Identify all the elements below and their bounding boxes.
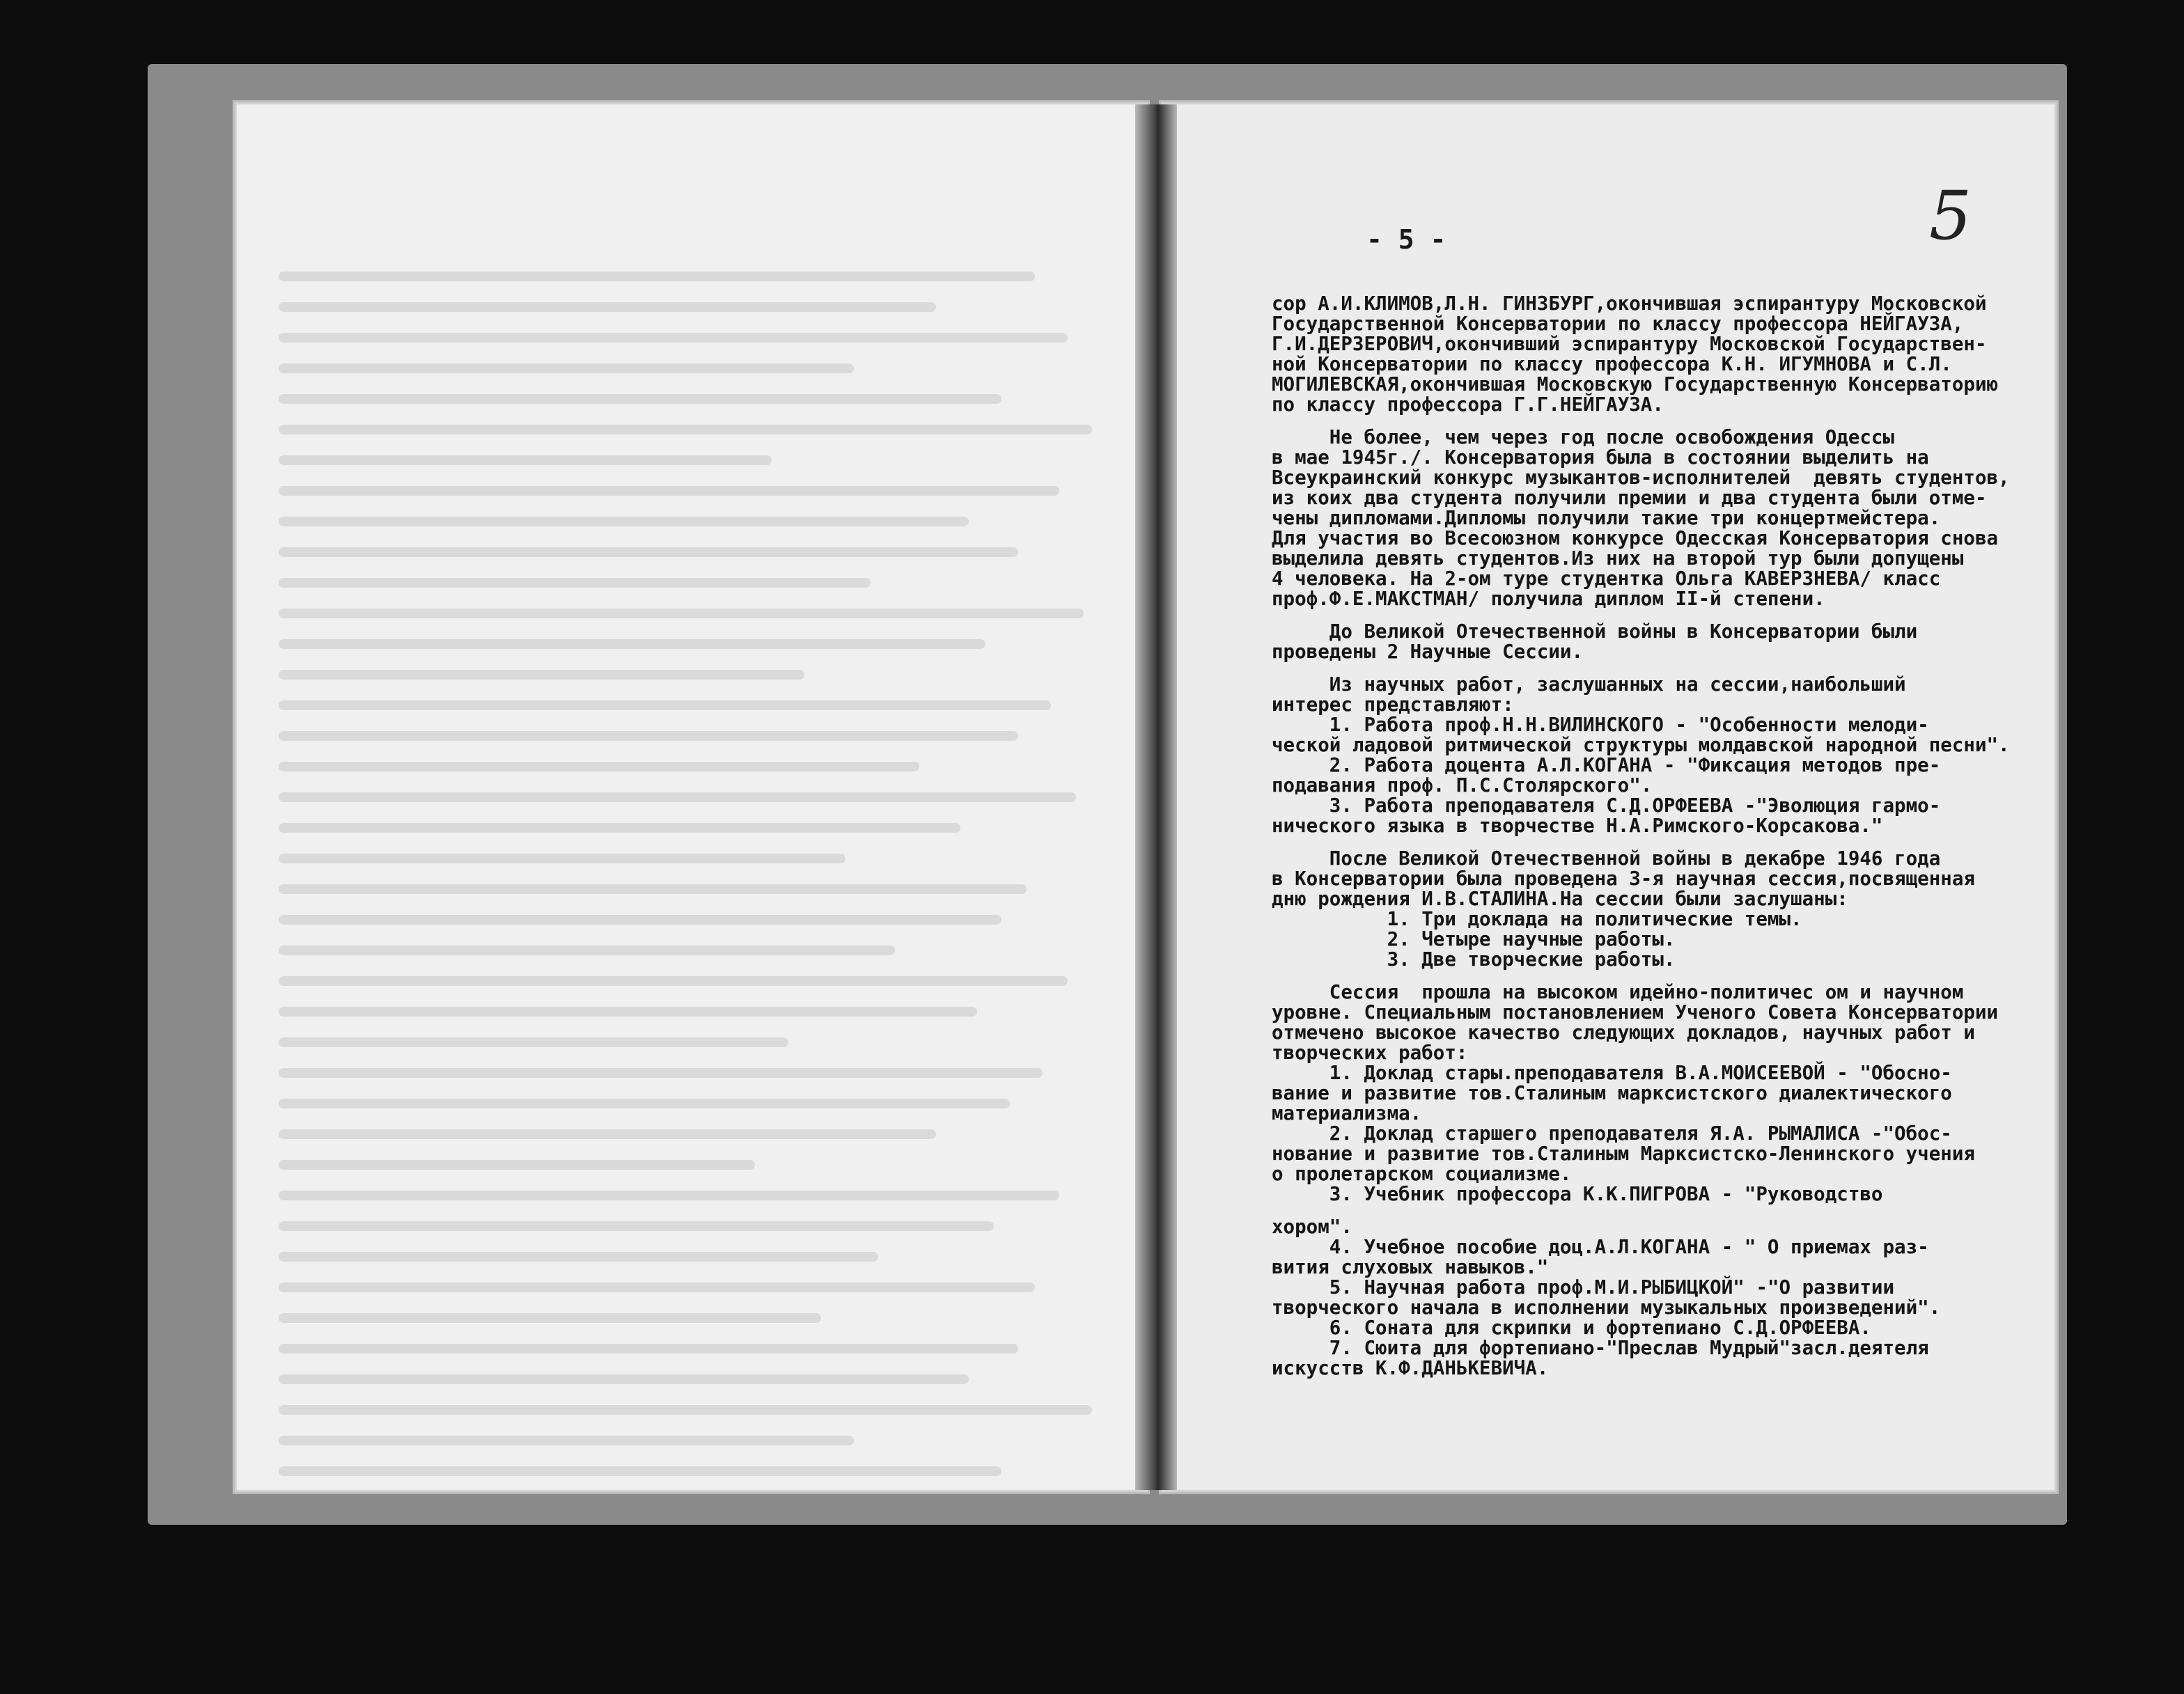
text-line: творческого начала в исполнении музыкальных произведений". <box>1272 1296 1941 1319</box>
bleedthrough-line <box>279 1283 1035 1292</box>
bleedthrough-line <box>279 272 1035 281</box>
bleedthrough-line <box>279 455 772 465</box>
bleedthrough-line <box>279 486 1059 496</box>
text-line: 4 человека. На 2-ом туре студентка Ольга КАВЕРЗНЕВА/ класс <box>1272 567 1941 590</box>
text-line: 1. Три доклада на политические темы. <box>1272 908 1802 930</box>
text-line: 5. Научная работа проф.М.И.РЫБИЦКОЙ" -"О развитии <box>1272 1276 1895 1299</box>
text-line: 3. Учебник профессора К.К.ПИГРОВА - "Руководство <box>1272 1183 1883 1205</box>
bleedthrough-line <box>279 670 804 680</box>
text-line: Всеукраинский конкурс музыкантов-исполнителей девять студентов, <box>1272 466 2010 489</box>
bleedthrough-line <box>279 1466 1001 1476</box>
text-line: 2. Работа доцента А.Л.КОГАНА - "Фиксация методов пре- <box>1272 754 1941 776</box>
bleedthrough-line <box>279 1007 977 1017</box>
bleedthrough-line <box>279 1313 821 1323</box>
text-line: Не более, чем через год после освобождения Одессы <box>1272 426 1895 448</box>
text-line: МОГИЛЕВСКАЯ,окончившая Московскую Государственную Консерваторию <box>1272 373 1999 395</box>
left-page-bleedthrough <box>237 104 1146 1490</box>
text-line: Государственной Консерватории по классу профессора НЕЙГАУЗА, <box>1272 313 1964 335</box>
bleedthrough-line <box>279 762 919 771</box>
text-line: 4. Учебное пособие доц.А.Л.КОГАНА - " О приемах раз- <box>1272 1236 1929 1258</box>
bleedthrough-line <box>279 547 1018 557</box>
bleedthrough-line <box>279 823 960 833</box>
bleedthrough-text <box>279 272 1100 1497</box>
text-line: Г.И.ДЕРЗЕРОВИЧ,окончивший эспирантуру Московской Государствен- <box>1272 333 1987 355</box>
bleedthrough-line <box>279 1436 854 1445</box>
text-line: вание и развитие тов.Сталиным марксистского диалектического <box>1272 1082 1952 1104</box>
text-line: по классу профессора Г.Г.НЕЙГАУЗА. <box>1272 393 1664 416</box>
text-line: искусств К.Ф.ДАНЬКЕВИЧА. <box>1272 1357 1549 1379</box>
text-line: 7. Сюита для фортепиано-"Преслав Мудрый"засл.деятеля <box>1272 1337 1929 1359</box>
text-line: 2. Четыре научные работы. <box>1272 928 1676 950</box>
text-line: 3. Две творческие работы. <box>1272 948 1676 971</box>
bleedthrough-line <box>279 1374 969 1384</box>
bleedthrough-line <box>279 1129 936 1139</box>
text-line: До Великой Отечественной войны в Консерватории были <box>1272 620 1918 643</box>
text-line: ческой ладовой ритмической структуры молдавской народной песни". <box>1272 734 2010 756</box>
text-line: Для участия во Всесоюзном конкурсе Одесская Консерватория снова <box>1272 527 1999 549</box>
text-line: 6. Соната для скрипки и фортепиано С.Д.ОРФЕЕВА. <box>1272 1317 1871 1339</box>
text-line: о пролетарском социализме. <box>1272 1163 1572 1185</box>
bleedthrough-line <box>279 609 1084 618</box>
text-line: 2. Доклад старшего преподавателя Я.А. РЫМАЛИСА -"Обос- <box>1272 1122 1952 1145</box>
bleedthrough-line <box>279 700 1051 710</box>
bleedthrough-line <box>279 1068 1043 1078</box>
bleedthrough-line <box>279 639 985 649</box>
bleedthrough-line <box>279 1252 878 1262</box>
page-number: - 5 - <box>1366 224 1446 255</box>
bleedthrough-line <box>279 578 871 588</box>
text-line: ной Консерватории по классу профессора К.Н. ИГУМНОВА и С.Л. <box>1272 353 1952 375</box>
handwritten-page-number: 5 <box>1929 177 1972 255</box>
bleedthrough-line <box>279 1405 1092 1415</box>
text-line: из коих два студента получили премии и два студента были отме- <box>1272 487 1987 509</box>
text-line: Из научных работ, заслушанных на сессии,наибольший <box>1272 673 1906 696</box>
text-line: в Консерватории была проведена 3-я научная сессия,посвященная <box>1272 868 1975 890</box>
text-line: чены дипломами.Дипломы получили такие три концертмейстера. <box>1272 507 1941 529</box>
book-gutter <box>1135 104 1177 1490</box>
bleedthrough-line <box>279 915 1001 925</box>
text-line: в мае 1945г./. Консерватория была в состоянии выделить на <box>1272 446 1929 469</box>
bleedthrough-line <box>279 884 1027 894</box>
paragraph-gap <box>1272 1205 2055 1217</box>
bleedthrough-line <box>279 976 1068 986</box>
text-line: отмечено высокое качество следующих докладов, научных работ и <box>1272 1021 1975 1044</box>
bleedthrough-line <box>279 302 936 312</box>
bleedthrough-line <box>279 1191 1059 1200</box>
typewritten-text <box>1272 294 2055 1379</box>
text-line: проф.Ф.Е.МАКСТМАН/ получила диплом II-й степени. <box>1272 588 1825 610</box>
bleedthrough-line <box>279 1037 788 1047</box>
bleedthrough-line <box>279 854 845 863</box>
text-line: вития слуховых навыков." <box>1272 1256 1549 1278</box>
bleedthrough-line <box>279 394 1001 404</box>
text-line: 1. Доклад стары.преподавателя В.А.МОИСЕЕВОЙ - "Обосно- <box>1272 1062 1952 1084</box>
bleedthrough-line <box>279 425 1092 434</box>
text-line: 3. Работа преподавателя С.Д.ОРФЕЕВА -"Эволюция гармо- <box>1272 794 1941 817</box>
text-line: нического языка в творчестве Н.А.Римского-Корсакова." <box>1272 815 1883 837</box>
text-line: сор А.И.КЛИМОВ,Л.Н. ГИНЗБУРГ,окончившая эспирантуру Московской <box>1272 292 1987 315</box>
text-line: нование и развитие тов.Сталиным Марксистско-Ленинского учения <box>1272 1143 1975 1165</box>
text-line: выделила девять студентов.Из них на второй тур были допущены <box>1272 547 1964 570</box>
bleedthrough-line <box>279 792 1076 802</box>
text-line: уровне. Специальным постановлением Ученого Совета Консерватории <box>1272 1001 1999 1024</box>
text-line: подавания проф. П.С.Столярского". <box>1272 774 1653 797</box>
text-line: дню рождения И.В.СТАЛИНА.На сессии были заслушаны: <box>1272 888 1848 910</box>
text-line: 1. Работа проф.Н.Н.ВИЛИНСКОГО - "Особенности мелоди- <box>1272 714 1929 736</box>
text-line: хором". <box>1272 1216 1352 1238</box>
bleedthrough-line <box>279 1221 994 1231</box>
text-line: интерес представляют: <box>1272 693 1514 716</box>
bleedthrough-line <box>279 946 895 955</box>
bleedthrough-line <box>279 517 969 526</box>
bleedthrough-line <box>279 1160 755 1170</box>
bleedthrough-line <box>279 363 854 373</box>
text-line: проведены 2 Научные Сессии. <box>1272 641 1584 663</box>
bleedthrough-line <box>279 1099 1010 1108</box>
text-line: После Великой Отечественной войны в декабре 1946 года <box>1272 847 1941 870</box>
text-line: творческих работ: <box>1272 1042 1468 1064</box>
text-line: материализма. <box>1272 1102 1422 1124</box>
bleedthrough-line <box>279 731 1018 741</box>
bleedthrough-line <box>279 333 1068 343</box>
text-line: Сессия прошла на высоком идейно-политичес ом и научном <box>1272 981 1964 1003</box>
bleedthrough-line <box>279 1344 1018 1354</box>
